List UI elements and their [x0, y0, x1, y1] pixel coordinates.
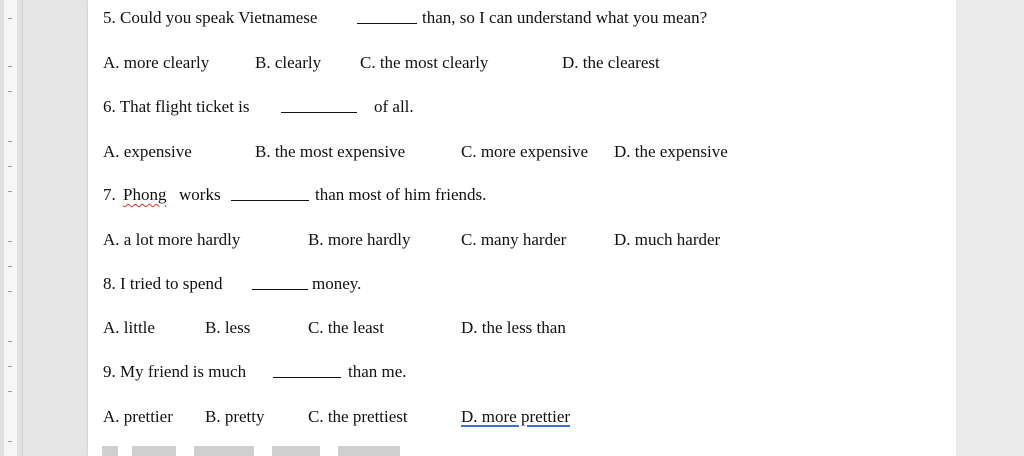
option-b: B. clearly [255, 53, 322, 72]
cut-text-fragment [272, 446, 320, 456]
option-c: C. more expensive [461, 142, 588, 161]
answer-blank [281, 112, 357, 113]
option-c: C. many harder [461, 230, 567, 249]
ruler-tick [8, 266, 12, 267]
question-text: works [179, 185, 221, 204]
option-a: A. a lot more hardly [103, 230, 241, 249]
answer-blank [231, 200, 309, 201]
cut-text-fragment [132, 446, 176, 456]
question-text: of all. [374, 97, 414, 116]
option-a: A. little [103, 318, 155, 337]
question-text: 6. That flight ticket is [103, 97, 250, 116]
question-6-options [103, 140, 863, 164]
option-c: C. the most clearly [360, 53, 489, 72]
option-c: C. the least [308, 318, 385, 337]
ruler-tick [8, 191, 12, 192]
question-text: than most of him friends. [315, 185, 487, 204]
answer-blank [357, 23, 417, 24]
option-b: B. the most expensive [255, 142, 406, 161]
question-8-stem [103, 272, 863, 296]
option-d: D. the expensive [614, 142, 728, 161]
ruler-tick [8, 366, 12, 367]
question-7-options [103, 228, 863, 252]
option-a: A. more clearly [103, 53, 210, 72]
partial-next-line [102, 446, 432, 456]
option-c: C. the prettiest [308, 407, 408, 426]
option-d: D. much harder [614, 230, 721, 249]
question-text: money. [312, 274, 362, 293]
question-text: than, so I can understand what you mean? [422, 8, 708, 27]
question-7-stem [103, 183, 863, 207]
vertical-ruler[interactable] [0, 0, 23, 456]
question-6-stem [103, 95, 863, 119]
question-text: 9. My friend is much [103, 362, 247, 381]
answer-blank [273, 377, 341, 378]
ruler-tick [8, 166, 12, 167]
option-a: A. expensive [103, 142, 192, 161]
option-d[interactable]: D. more prettier [461, 407, 571, 426]
cut-text-fragment [102, 446, 118, 456]
cut-text-fragment [194, 446, 254, 456]
question-text: 8. I tried to spend [103, 274, 223, 293]
cut-text-fragment [338, 446, 400, 456]
ruler-track [4, 0, 17, 456]
ruler-tick [8, 241, 12, 242]
ruler-tick [8, 291, 12, 292]
ruler-tick [8, 441, 12, 442]
question-5-stem [103, 6, 863, 30]
option-a: A. prettier [103, 407, 173, 426]
question-8-options [103, 316, 863, 340]
ruler-tick [8, 391, 12, 392]
question-text: 5. Could you speak Vietnamese [103, 8, 318, 27]
spellcheck-word[interactable]: Phong [123, 185, 167, 204]
question-text: than me. [348, 362, 407, 381]
question-5-options [103, 51, 863, 75]
ruler-tick [8, 66, 12, 67]
ruler-tick [8, 141, 12, 142]
ruler-tick [8, 18, 12, 19]
ruler-tick [8, 341, 12, 342]
question-9-stem [103, 360, 863, 384]
question-9-options [103, 405, 863, 429]
option-b: B. more hardly [308, 230, 411, 249]
option-d: D. the clearest [562, 53, 660, 72]
option-d: D. the less than [461, 318, 566, 337]
ruler-tick [8, 91, 12, 92]
option-b: B. pretty [205, 407, 265, 426]
answer-blank [252, 289, 308, 290]
page-margin-gutter [956, 0, 1024, 456]
question-number: 7. [103, 185, 116, 204]
option-b: B. less [205, 318, 251, 337]
